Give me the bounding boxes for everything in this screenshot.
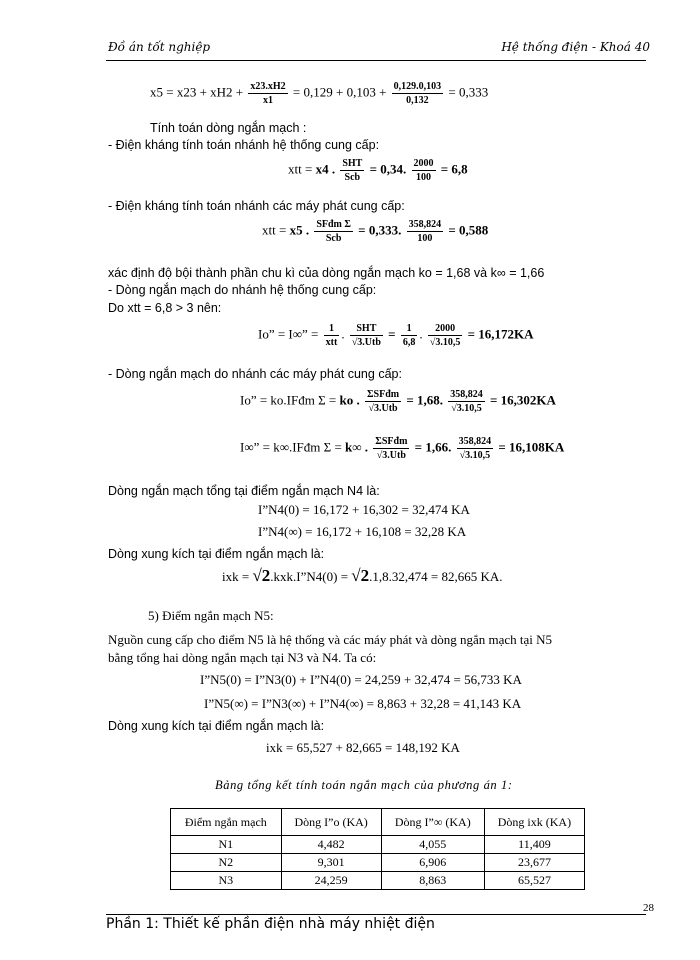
eq-text: I∞” = k∞.IFđm Σ =: [240, 439, 342, 455]
table-cell: 24,259: [281, 872, 381, 890]
table-cell: N1: [171, 836, 282, 854]
text-dong-nm-mf: - Dòng ngắn mạch do nhánh các máy phát cung cấp:: [108, 367, 402, 381]
footer-divider: [106, 914, 646, 915]
equation-xtt-ht: [288, 157, 468, 184]
eq-text: = 0,129 + 0,103 +: [292, 84, 387, 100]
denominator: 6,8: [402, 337, 416, 348]
table-cell: 23,677: [484, 854, 584, 872]
eq-text: xtt =: [288, 161, 313, 177]
fraction: [412, 157, 436, 184]
numerator: 358,824: [408, 219, 442, 230]
text-dien-khang-ht: - Điện kháng tính toán nhánh hệ thống cung cấp:: [108, 138, 380, 152]
table-cell: 8,863: [381, 872, 484, 890]
numerator: 2000: [413, 158, 434, 169]
table-cell: 9,301: [281, 854, 381, 872]
table-cell: 65,527: [484, 872, 584, 890]
numerator: 1: [324, 322, 340, 336]
header-divider: [106, 60, 646, 61]
sqrt-symbol: √2: [252, 566, 271, 585]
text-xung-kich-n5: Dòng xung kích tại điểm ngắn mạch là:: [108, 719, 325, 733]
numerator: 358,824: [458, 436, 492, 447]
denominator: 100: [417, 233, 433, 244]
eq-text: = 16,108KA: [498, 439, 565, 455]
fraction: [428, 322, 463, 349]
table-cell: 4,055: [381, 836, 484, 854]
eq-text: = 0,34.: [369, 161, 407, 177]
equation-x5: [150, 80, 488, 107]
numerator: 358,824: [450, 389, 483, 400]
eq-text: Io” = I∞” =: [258, 326, 319, 342]
equation-ixk-n4: [222, 568, 502, 585]
eq-text: Io” = ko.IFđm Σ =: [240, 392, 337, 408]
fraction: [373, 435, 409, 462]
text-do-boi: xác định độ bội thành phần chu kì của dòng ngắn mạch ko = 1,68 và k∞ = 1,66: [108, 266, 545, 280]
text-tong-n4: Dòng ngắn mạch tổng tại điểm ngắn mạch N4 là:: [108, 484, 380, 498]
denominator: x1: [263, 95, 274, 106]
fraction: [448, 388, 485, 415]
eq-text: = 16,172KA: [467, 326, 534, 342]
page-number: 28: [643, 902, 654, 914]
text-tinh-toan: Tính toán dòng ngắn mạch :: [150, 121, 307, 135]
summary-table: [170, 808, 585, 890]
eq-text: .kxk.I”N4(0) =: [270, 569, 349, 584]
eq-text: = 6,8: [440, 161, 468, 177]
fraction: [248, 80, 287, 107]
eq-text: ko .: [339, 392, 360, 408]
equation-i0-mf: [240, 388, 556, 415]
numerator: SFđm Σ: [316, 219, 351, 230]
equation-i-ht: Io” = I∞” = $\frac{1}{\text{xtt}}$ . $\frac{\text{SHT}}{\text{√3.Utb}}$ = $\frac{1}{6,8}$ . $\frac{2000}{√3.10,5}$ = 16,172KA: [258, 323, 534, 348]
numerator: 0,129.0,103: [393, 81, 442, 92]
numerator: 1: [401, 322, 418, 336]
table-header-cell: Điểm ngắn mạch: [171, 809, 282, 836]
paragraph-n5-line2: bằng tổng hai dòng ngắn mạch tại N3 và N4. Ta có:: [108, 650, 377, 665]
numerator: x23.xH2: [250, 81, 286, 92]
equation-n4-0: I”N4(0) = 16,172 + 16,302 = 32,474 KA: [258, 502, 470, 517]
eq-text: k∞ .: [345, 439, 369, 455]
numerator: ΣSFđm: [366, 389, 400, 400]
denominator: 100: [416, 172, 431, 183]
denominator: √3.10,5: [429, 337, 461, 348]
table-cell: N3: [171, 872, 282, 890]
fraction: [350, 322, 383, 349]
header-left: Đồ án tốt nghiệp: [108, 40, 211, 54]
table-cell: 6,906: [381, 854, 484, 872]
denominator: √3.10,5: [451, 403, 482, 414]
table-caption: Bảng tổng kết tính toán ngắn mạch của phương án 1:: [215, 778, 513, 792]
text-do-xtt: Do xtt = 6,8 > 3 nên:: [108, 301, 222, 315]
section-n5-title: 5) Điểm ngắn mạch N5:: [148, 608, 274, 623]
fraction: [324, 322, 340, 349]
equation-iinf-mf: [240, 435, 564, 462]
numerator: SHT: [350, 322, 383, 336]
equation-xtt-mf: [262, 218, 488, 245]
eq-text: xtt =: [262, 222, 287, 238]
footer-text: Phần 1: Thiết kế phần điện nhà máy nhiệt điện: [106, 916, 435, 932]
fraction: [314, 218, 353, 245]
eq-text: = 0,333.: [358, 222, 402, 238]
equation-n5-inf: I”N5(∞) = I”N3(∞) + I”N4(∞) = 8,863 + 32,28 = 41,143 KA: [204, 696, 522, 711]
eq-text: .1,8.32,474 = 82,665 KA.: [369, 569, 503, 584]
paragraph-n5-line1: Nguồn cung cấp cho điểm N5 là hệ thống và các máy phát và dòng ngắn mạch tại N5: [108, 632, 553, 647]
table-header-row: [171, 809, 585, 836]
denominator: √3.Utb: [376, 450, 406, 461]
denominator: Scb: [344, 172, 361, 183]
text-xung-kich-n4: Dòng xung kích tại điểm ngắn mạch là:: [108, 547, 325, 561]
equation-n4-inf: I”N4(∞) = 16,172 + 16,108 = 32,28 KA: [258, 524, 467, 539]
eq-text: = 16,302KA: [490, 392, 556, 408]
eq-text: = 0,333: [448, 84, 489, 100]
text-dien-khang-mf: - Điện kháng tính toán nhánh các máy phát cung cấp:: [108, 199, 405, 213]
table-cell: N2: [171, 854, 282, 872]
denominator: xtt: [325, 337, 338, 348]
header-right: Hệ thống điện - Khoá 40: [501, 40, 650, 54]
sqrt-symbol: √2: [351, 566, 370, 585]
table-row: [171, 872, 585, 890]
fraction: [457, 435, 494, 462]
denominator: √3.10,5: [459, 450, 491, 461]
eq-text: = 1,68.: [406, 392, 444, 408]
table-header-cell: Dòng ixk (KA): [484, 809, 584, 836]
table-cell: 4,482: [281, 836, 381, 854]
eq-text: = 0,588: [448, 222, 489, 238]
table-cell: 11,409: [484, 836, 584, 854]
fraction: [340, 157, 364, 184]
denominator: √3.Utb: [351, 337, 381, 348]
numerator: 2000: [428, 322, 463, 336]
eq-text: x5 .: [289, 222, 310, 238]
fraction: [401, 322, 418, 349]
eq-text: x4 .: [315, 161, 336, 177]
eq-text: x5 = x23 + xH2 +: [150, 84, 244, 100]
table-row: [171, 836, 585, 854]
eq-text: ixk =: [222, 569, 250, 584]
eq-text: =: [388, 326, 396, 342]
fraction: [392, 80, 444, 107]
denominator: √3.Utb: [368, 403, 398, 414]
table-header-cell: Dòng I”o (KA): [281, 809, 381, 836]
denominator: Scb: [325, 233, 342, 244]
fraction: [365, 388, 401, 415]
table-header-cell: Dòng I”∞ (KA): [381, 809, 484, 836]
eq-text: = 1,66.: [414, 439, 452, 455]
equation-n5-0: I”N5(0) = I”N3(0) + I”N4(0) = 24,259 + 32,474 = 56,733 KA: [200, 672, 522, 687]
table-row: [171, 854, 585, 872]
denominator: 0,132: [406, 95, 429, 106]
equation-ixk-n5: ixk = 65,527 + 82,665 = 148,192 KA: [266, 740, 460, 755]
fraction: [407, 218, 444, 245]
numerator: ΣSFđm: [375, 436, 408, 447]
numerator: SHT: [342, 158, 363, 169]
text-dong-nm-ht: - Dòng ngắn mạch do nhánh hệ thống cung cấp:: [108, 283, 377, 297]
